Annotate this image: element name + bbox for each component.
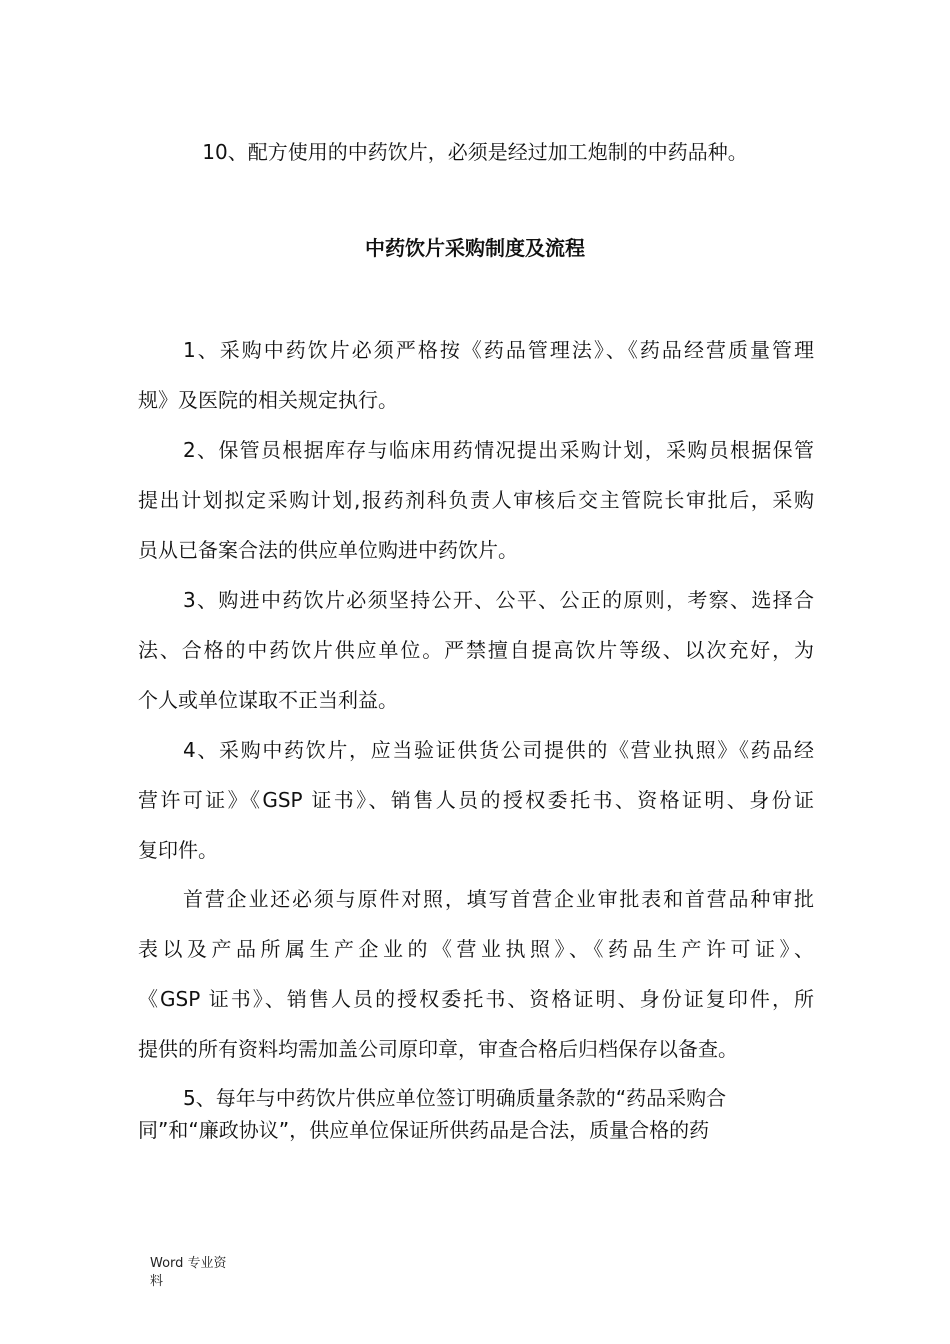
paragraph-3-line-1: 3、购进中药饮片必须坚持公开、公平、公正的原则，考察、选择合 <box>183 588 814 612</box>
footer-line-2: 料 <box>150 1274 164 1289</box>
paragraph-4-line-1: 4、采购中药饮片，应当验证供货公司提供的《营业执照》《药品经 <box>183 738 814 762</box>
paragraph-2-line-2: 提出计划拟定采购计划,报药剂科负责人审核后交主管院长审批后，采购 <box>138 488 814 512</box>
paragraph-6-line-1: 5、每年与中药饮片供应单位签订明确质量条款的“药品采购合 <box>183 1086 727 1110</box>
paragraph-4-line-2: 营许可证》《GSP 证书》、销售人员的授权委托书、资格证明、身份证 <box>138 788 814 812</box>
paragraph-5-line-4: 提供的所有资料均需加盖公司原印章，审查合格后归档保存以备查。 <box>138 1037 738 1061</box>
paragraph-5-line-2: 表以及产品所属生产企业的《营业执照》、《药品生产许可证》、 <box>138 937 814 961</box>
paragraph-2-line-3: 员从已备案合法的供应单位购进中药饮片。 <box>138 538 518 562</box>
paragraph-4-line-3: 复印件。 <box>138 838 218 862</box>
paragraph-5-line-3: 《GSP 证书》、销售人员的授权委托书、资格证明、身份证复印件，所 <box>138 987 814 1011</box>
paragraph-3-line-2: 法、合格的中药饮片供应单位。严禁擅自提高饮片等级、以次充好，为 <box>138 638 814 662</box>
paragraph-5-line-1: 首营企业还必须与原件对照，填写首营企业审批表和首营品种审批 <box>183 887 814 911</box>
paragraph-2-line-1: 2、保管员根据库存与临床用药情况提出采购计划，采购员根据保管 <box>183 438 814 462</box>
intro-line: 10、配方使用的中药饮片，必须是经过加工炮制的中药品种。 <box>202 140 748 164</box>
paragraph-1-line-2: 规》及医院的相关规定执行。 <box>138 388 398 412</box>
footer-line-1: Word 专业资 <box>150 1256 227 1271</box>
section-title: 中药饮片采购制度及流程 <box>365 236 585 260</box>
paragraph-6-line-2: 同”和“廉政协议”，供应单位保证所供药品是合法，质量合格的药 <box>138 1118 710 1142</box>
paragraph-1-line-1: 1、采购中药饮片必须严格按《药品管理法》、《药品经营质量管理 <box>183 338 814 362</box>
paragraph-3-line-3: 个人或单位谋取不正当利益。 <box>138 688 398 712</box>
